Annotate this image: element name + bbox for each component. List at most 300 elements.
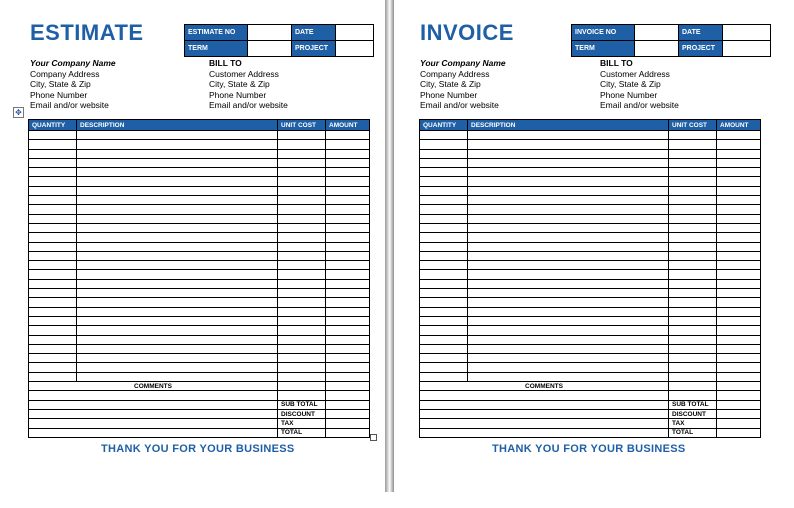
unit-cost-cell[interactable] (278, 363, 326, 372)
quantity-cell[interactable] (420, 326, 468, 335)
amount-cell[interactable] (717, 307, 761, 316)
description-cell[interactable] (468, 335, 669, 344)
total-value-field[interactable] (326, 409, 370, 418)
amount-cell[interactable] (717, 158, 761, 167)
project-field[interactable] (336, 41, 374, 57)
quantity-cell[interactable] (420, 177, 468, 186)
description-cell[interactable] (468, 214, 669, 223)
amount-cell[interactable] (717, 261, 761, 270)
unit-cost-cell[interactable] (669, 363, 717, 372)
unit-cost-cell[interactable] (278, 214, 326, 223)
unit-cost-cell[interactable] (278, 307, 326, 316)
unit-cost-cell[interactable] (669, 205, 717, 214)
quantity-cell[interactable] (420, 233, 468, 242)
description-cell[interactable] (468, 326, 669, 335)
amount-cell[interactable] (326, 186, 370, 195)
amount-cell[interactable] (717, 391, 761, 400)
description-cell[interactable] (77, 298, 278, 307)
unit-cost-cell[interactable] (669, 131, 717, 140)
unit-cost-cell[interactable] (669, 196, 717, 205)
amount-cell[interactable] (717, 344, 761, 353)
amount-cell[interactable] (717, 149, 761, 158)
description-cell[interactable] (77, 307, 278, 316)
unit-cost-cell[interactable] (669, 298, 717, 307)
quantity-cell[interactable] (29, 149, 77, 158)
customer-city[interactable]: City, State & Zip (600, 79, 661, 89)
amount-cell[interactable] (717, 335, 761, 344)
unit-cost-cell[interactable] (278, 316, 326, 325)
quantity-cell[interactable] (29, 131, 77, 140)
table-row (29, 289, 370, 298)
quantity-cell[interactable] (420, 205, 468, 214)
description-cell[interactable] (468, 372, 669, 381)
description-cell[interactable] (468, 149, 669, 158)
quantity-cell[interactable] (29, 279, 77, 288)
quantity-cell[interactable] (420, 186, 468, 195)
quantity-cell[interactable] (29, 326, 77, 335)
description-cell[interactable] (77, 270, 278, 279)
unit-cost-cell[interactable] (278, 168, 326, 177)
column-header-quantity: QUANTITY (29, 120, 77, 131)
quantity-cell[interactable] (420, 149, 468, 158)
amount-cell[interactable] (717, 354, 761, 363)
description-cell[interactable] (77, 344, 278, 353)
total-value-field[interactable] (717, 419, 761, 428)
company-name[interactable]: Your Company Name (420, 58, 506, 68)
amount-cell[interactable] (326, 233, 370, 242)
amount-cell[interactable] (717, 316, 761, 325)
quantity-cell[interactable] (420, 214, 468, 223)
unit-cost-cell[interactable] (278, 326, 326, 335)
amount-cell[interactable] (326, 354, 370, 363)
unit-cost-cell[interactable] (278, 270, 326, 279)
move-cross-icon[interactable]: ✥ (13, 107, 24, 118)
unit-cost-cell[interactable] (669, 382, 717, 391)
unit-cost-cell[interactable] (669, 354, 717, 363)
table-row (29, 158, 370, 167)
quantity-cell[interactable] (420, 372, 468, 381)
amount-cell[interactable] (717, 168, 761, 177)
description-cell[interactable] (77, 261, 278, 270)
amount-cell[interactable] (717, 196, 761, 205)
total-value-field[interactable] (717, 400, 761, 409)
description-cell[interactable] (77, 233, 278, 242)
description-cell[interactable] (468, 316, 669, 325)
company-city[interactable]: City, State & Zip (30, 79, 91, 89)
amount-cell[interactable] (326, 168, 370, 177)
unit-cost-cell[interactable] (278, 233, 326, 242)
quantity-cell[interactable] (420, 251, 468, 260)
quantity-cell[interactable] (29, 251, 77, 260)
unit-cost-cell[interactable] (669, 391, 717, 400)
quantity-cell[interactable] (29, 205, 77, 214)
amount-cell[interactable] (326, 205, 370, 214)
table-row (420, 270, 761, 279)
quantity-cell[interactable] (420, 316, 468, 325)
description-cell[interactable] (77, 372, 278, 381)
amount-cell[interactable] (717, 251, 761, 260)
amount-cell[interactable] (717, 298, 761, 307)
amount-cell[interactable] (326, 177, 370, 186)
unit-cost-cell[interactable] (669, 186, 717, 195)
amount-cell[interactable] (717, 233, 761, 242)
description-cell[interactable] (77, 363, 278, 372)
description-cell[interactable] (77, 177, 278, 186)
quantity-cell[interactable] (420, 289, 468, 298)
amount-cell[interactable] (717, 242, 761, 251)
unit-cost-cell[interactable] (669, 344, 717, 353)
unit-cost-cell[interactable] (669, 149, 717, 158)
description-cell[interactable] (77, 158, 278, 167)
quantity-cell[interactable] (29, 363, 77, 372)
column-header-unit-cost: UNIT COST (669, 120, 717, 131)
company-email[interactable]: Email and/or website (420, 100, 499, 110)
quantity-cell[interactable] (420, 196, 468, 205)
amount-cell[interactable] (717, 186, 761, 195)
quantity-cell[interactable] (29, 316, 77, 325)
description-cell[interactable] (77, 335, 278, 344)
quantity-cell[interactable] (29, 270, 77, 279)
customer-email[interactable]: Email and/or website (209, 100, 288, 110)
description-cell[interactable] (468, 158, 669, 167)
amount-cell[interactable] (326, 372, 370, 381)
date-field[interactable] (723, 25, 771, 41)
table-row (29, 251, 370, 260)
amount-cell[interactable] (326, 158, 370, 167)
description-cell[interactable] (77, 131, 278, 140)
table-row (29, 279, 370, 288)
page-title: INVOICE (420, 20, 514, 45)
quantity-cell[interactable] (420, 140, 468, 149)
amount-cell[interactable] (326, 251, 370, 260)
comments-field[interactable] (29, 400, 278, 409)
description-cell[interactable] (77, 223, 278, 232)
description-cell[interactable] (468, 140, 669, 149)
company-phone[interactable]: Phone Number (30, 89, 88, 100)
amount-cell[interactable] (717, 382, 761, 391)
unit-cost-cell[interactable] (669, 326, 717, 335)
comments-row (29, 382, 370, 391)
totals-row (29, 419, 370, 428)
amount-cell[interactable] (717, 270, 761, 279)
quantity-cell[interactable] (420, 344, 468, 353)
customer-email[interactable]: Email and/or website (600, 100, 679, 110)
description-cell[interactable] (77, 354, 278, 363)
unit-cost-cell[interactable] (669, 261, 717, 270)
description-cell[interactable] (77, 242, 278, 251)
amount-cell[interactable] (717, 372, 761, 381)
amount-cell[interactable] (326, 214, 370, 223)
unit-cost-cell[interactable] (278, 382, 326, 391)
amount-cell[interactable] (717, 214, 761, 223)
description-cell[interactable] (77, 149, 278, 158)
amount-cell[interactable] (326, 279, 370, 288)
total-label: TOTAL (669, 428, 717, 437)
quantity-cell[interactable] (420, 270, 468, 279)
amount-cell[interactable] (326, 261, 370, 270)
quantity-cell[interactable] (420, 158, 468, 167)
quantity-cell[interactable] (29, 140, 77, 149)
unit-cost-cell[interactable] (669, 177, 717, 186)
amount-cell[interactable] (326, 344, 370, 353)
number-field[interactable] (248, 25, 292, 41)
amount-cell[interactable] (717, 140, 761, 149)
table-row (420, 158, 761, 167)
unit-cost-cell[interactable] (669, 316, 717, 325)
description-cell[interactable] (77, 205, 278, 214)
unit-cost-cell[interactable] (278, 354, 326, 363)
quantity-cell[interactable] (29, 307, 77, 316)
comments-field[interactable] (420, 419, 669, 428)
amount-cell[interactable] (326, 382, 370, 391)
company-city[interactable]: City, State & Zip (420, 79, 481, 89)
comments-field[interactable] (29, 409, 278, 418)
unit-cost-cell[interactable] (669, 251, 717, 260)
amount-cell[interactable] (717, 279, 761, 288)
company-address[interactable]: Company Address (30, 68, 100, 79)
unit-cost-cell[interactable] (669, 289, 717, 298)
unit-cost-cell[interactable] (278, 391, 326, 400)
table-row (420, 307, 761, 316)
quantity-cell[interactable] (29, 168, 77, 177)
amount-cell[interactable] (717, 223, 761, 232)
company-phone[interactable]: Phone Number (420, 89, 478, 100)
unit-cost-cell[interactable] (669, 279, 717, 288)
unit-cost-cell[interactable] (278, 131, 326, 140)
company-name[interactable]: Your Company Name (30, 58, 116, 68)
company-email[interactable]: Email and/or website (30, 100, 109, 110)
description-cell[interactable] (468, 270, 669, 279)
total-value-field[interactable] (717, 428, 761, 437)
table-row (29, 205, 370, 214)
unit-cost-cell[interactable] (278, 186, 326, 195)
comments-field[interactable] (420, 409, 669, 418)
description-cell[interactable] (468, 261, 669, 270)
total-value-field[interactable] (717, 409, 761, 418)
unit-cost-cell[interactable] (669, 270, 717, 279)
term-field[interactable] (635, 41, 679, 57)
description-cell[interactable] (468, 344, 669, 353)
number-field[interactable] (635, 25, 679, 41)
description-cell[interactable] (77, 279, 278, 288)
quantity-cell[interactable] (420, 223, 468, 232)
comments-field[interactable] (420, 400, 669, 409)
customer-city[interactable]: City, State & Zip (209, 79, 270, 89)
date-field[interactable] (336, 25, 374, 41)
amount-cell[interactable] (326, 326, 370, 335)
quantity-cell[interactable] (29, 372, 77, 381)
unit-cost-cell[interactable] (278, 372, 326, 381)
company-address[interactable]: Company Address (420, 68, 490, 79)
description-cell[interactable] (468, 131, 669, 140)
description-cell[interactable] (77, 214, 278, 223)
amount-cell[interactable] (326, 270, 370, 279)
description-cell[interactable] (468, 289, 669, 298)
unit-cost-cell[interactable] (278, 196, 326, 205)
description-cell[interactable] (77, 326, 278, 335)
comments-line (29, 391, 370, 400)
unit-cost-cell[interactable] (278, 261, 326, 270)
unit-cost-cell[interactable] (278, 335, 326, 344)
unit-cost-cell[interactable] (669, 335, 717, 344)
quantity-cell[interactable] (29, 214, 77, 223)
unit-cost-cell[interactable] (278, 158, 326, 167)
table-row (420, 140, 761, 149)
description-cell[interactable] (468, 168, 669, 177)
table-row (29, 335, 370, 344)
unit-cost-cell[interactable] (278, 223, 326, 232)
amount-cell[interactable] (326, 316, 370, 325)
quantity-cell[interactable] (420, 335, 468, 344)
description-cell[interactable] (77, 251, 278, 260)
customer-phone[interactable]: Phone Number (600, 89, 658, 100)
description-cell[interactable] (468, 196, 669, 205)
description-cell[interactable] (77, 168, 278, 177)
description-cell[interactable] (468, 242, 669, 251)
description-cell[interactable] (468, 186, 669, 195)
unit-cost-cell[interactable] (278, 251, 326, 260)
amount-cell[interactable] (326, 289, 370, 298)
amount-cell[interactable] (717, 131, 761, 140)
table-row (29, 261, 370, 270)
quantity-cell[interactable] (29, 289, 77, 298)
amount-cell[interactable] (326, 131, 370, 140)
table-row (420, 335, 761, 344)
quantity-cell[interactable] (29, 177, 77, 186)
quantity-cell[interactable] (29, 186, 77, 195)
comments-label: COMMENTS (420, 382, 669, 391)
unit-cost-cell[interactable] (278, 149, 326, 158)
unit-cost-cell[interactable] (669, 168, 717, 177)
quantity-cell[interactable] (29, 242, 77, 251)
unit-cost-cell[interactable] (669, 158, 717, 167)
quantity-cell[interactable] (29, 354, 77, 363)
quantity-cell[interactable] (29, 298, 77, 307)
comments-field[interactable] (29, 419, 278, 428)
unit-cost-cell[interactable] (669, 140, 717, 149)
unit-cost-cell[interactable] (278, 242, 326, 251)
unit-cost-cell[interactable] (669, 214, 717, 223)
quantity-cell[interactable] (420, 363, 468, 372)
quantity-cell[interactable] (29, 196, 77, 205)
amount-cell[interactable] (326, 223, 370, 232)
unit-cost-cell[interactable] (278, 344, 326, 353)
unit-cost-cell[interactable] (669, 223, 717, 232)
quantity-cell[interactable] (29, 233, 77, 242)
quantity-cell[interactable] (420, 168, 468, 177)
description-cell[interactable] (468, 233, 669, 242)
quantity-cell[interactable] (420, 131, 468, 140)
comments-field[interactable] (29, 391, 278, 400)
table-row (420, 316, 761, 325)
unit-cost-cell[interactable] (669, 242, 717, 251)
customer-address[interactable]: Customer Address (209, 68, 279, 79)
bill-to-block (600, 58, 679, 111)
description-cell[interactable] (77, 316, 278, 325)
line-items-table (419, 119, 761, 438)
quantity-cell[interactable] (29, 223, 77, 232)
amount-cell[interactable] (717, 326, 761, 335)
resize-square-icon[interactable] (370, 434, 377, 441)
unit-cost-cell[interactable] (669, 307, 717, 316)
amount-cell[interactable] (717, 289, 761, 298)
description-cell[interactable] (468, 279, 669, 288)
comments-field[interactable] (420, 428, 669, 437)
description-cell[interactable] (468, 307, 669, 316)
comments-field[interactable] (29, 428, 278, 437)
quantity-cell[interactable] (29, 158, 77, 167)
column-header-amount: AMOUNT (717, 120, 761, 131)
amount-cell[interactable] (326, 196, 370, 205)
amount-cell[interactable] (326, 335, 370, 344)
description-cell[interactable] (468, 177, 669, 186)
comments-field[interactable] (420, 391, 669, 400)
total-value-field[interactable] (326, 428, 370, 437)
unit-cost-cell[interactable] (278, 279, 326, 288)
description-cell[interactable] (468, 251, 669, 260)
amount-cell[interactable] (326, 140, 370, 149)
table-row (29, 344, 370, 353)
amount-cell[interactable] (326, 149, 370, 158)
amount-cell[interactable] (326, 242, 370, 251)
totals-row (420, 428, 761, 437)
description-cell[interactable] (468, 223, 669, 232)
description-cell[interactable] (77, 140, 278, 149)
unit-cost-cell[interactable] (669, 233, 717, 242)
quantity-cell[interactable] (420, 279, 468, 288)
description-cell[interactable] (77, 186, 278, 195)
amount-cell[interactable] (326, 307, 370, 316)
quantity-cell[interactable] (420, 307, 468, 316)
total-value-field[interactable] (326, 419, 370, 428)
table-row (420, 242, 761, 251)
quantity-cell[interactable] (420, 261, 468, 270)
unit-cost-cell[interactable] (278, 140, 326, 149)
quantity-cell[interactable] (420, 354, 468, 363)
customer-address[interactable]: Customer Address (600, 68, 670, 79)
description-cell[interactable] (468, 354, 669, 363)
quantity-cell[interactable] (29, 335, 77, 344)
quantity-cell[interactable] (29, 344, 77, 353)
quantity-cell[interactable] (29, 261, 77, 270)
unit-cost-cell[interactable] (278, 205, 326, 214)
amount-cell[interactable] (717, 363, 761, 372)
quantity-cell[interactable] (420, 242, 468, 251)
description-cell[interactable] (77, 289, 278, 298)
number-label: ESTIMATE NO (185, 25, 248, 41)
amount-cell[interactable] (717, 177, 761, 186)
amount-cell[interactable] (717, 205, 761, 214)
description-cell[interactable] (468, 298, 669, 307)
unit-cost-cell[interactable] (278, 177, 326, 186)
total-value-field[interactable] (326, 400, 370, 409)
description-cell[interactable] (77, 196, 278, 205)
description-cell[interactable] (468, 205, 669, 214)
unit-cost-cell[interactable] (669, 372, 717, 381)
amount-cell[interactable] (326, 298, 370, 307)
table-row (420, 186, 761, 195)
table-row (420, 168, 761, 177)
project-field[interactable] (723, 41, 771, 57)
amount-cell[interactable] (326, 391, 370, 400)
customer-phone[interactable]: Phone Number (209, 89, 267, 100)
unit-cost-cell[interactable] (278, 289, 326, 298)
unit-cost-cell[interactable] (278, 298, 326, 307)
amount-cell[interactable] (326, 363, 370, 372)
quantity-cell[interactable] (420, 298, 468, 307)
term-field[interactable] (248, 41, 292, 57)
description-cell[interactable] (468, 363, 669, 372)
